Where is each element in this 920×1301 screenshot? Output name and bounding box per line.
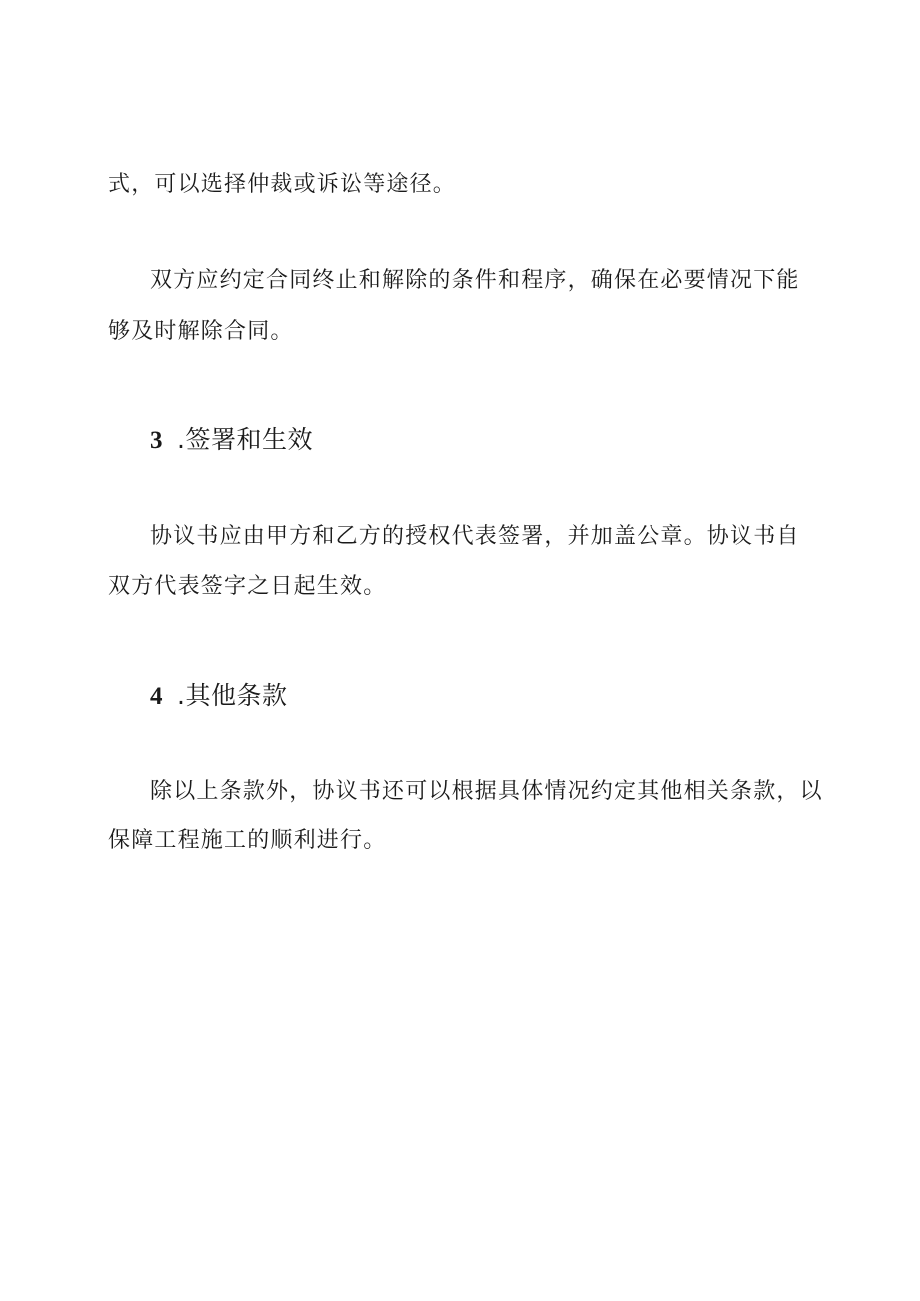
section-heading-signing bbox=[150, 424, 313, 457]
paragraph-signing-line-1: 协议书应由甲方和乙方的授权代表签署，并加盖公章。协议书自 bbox=[150, 524, 800, 549]
paragraph-other-terms-line-1: 除以上条款外，协议书还可以根据具体情况约定其他相关条款，以 bbox=[150, 779, 823, 804]
section-number: 3 bbox=[150, 427, 163, 454]
paragraph-termination-line-1: 双方应约定合同终止和解除的条件和程序，确保在必要情况下能 bbox=[150, 268, 800, 293]
paragraph-signing-line-2: 双方代表签字之日起生效。 bbox=[108, 574, 387, 599]
section-title: .签署和生效 bbox=[177, 425, 313, 454]
section-title: .其他条款 bbox=[177, 681, 288, 710]
section-number: 4 bbox=[150, 683, 163, 710]
section-heading-other-terms bbox=[150, 680, 287, 713]
paragraph-other-terms-line-2: 保障工程施工的顺利进行。 bbox=[108, 828, 387, 853]
paragraph-continuation-line: 式，可以选择仲裁或诉讼等途径。 bbox=[108, 172, 457, 197]
paragraph-termination-line-2: 够及时解除合同。 bbox=[108, 319, 294, 344]
